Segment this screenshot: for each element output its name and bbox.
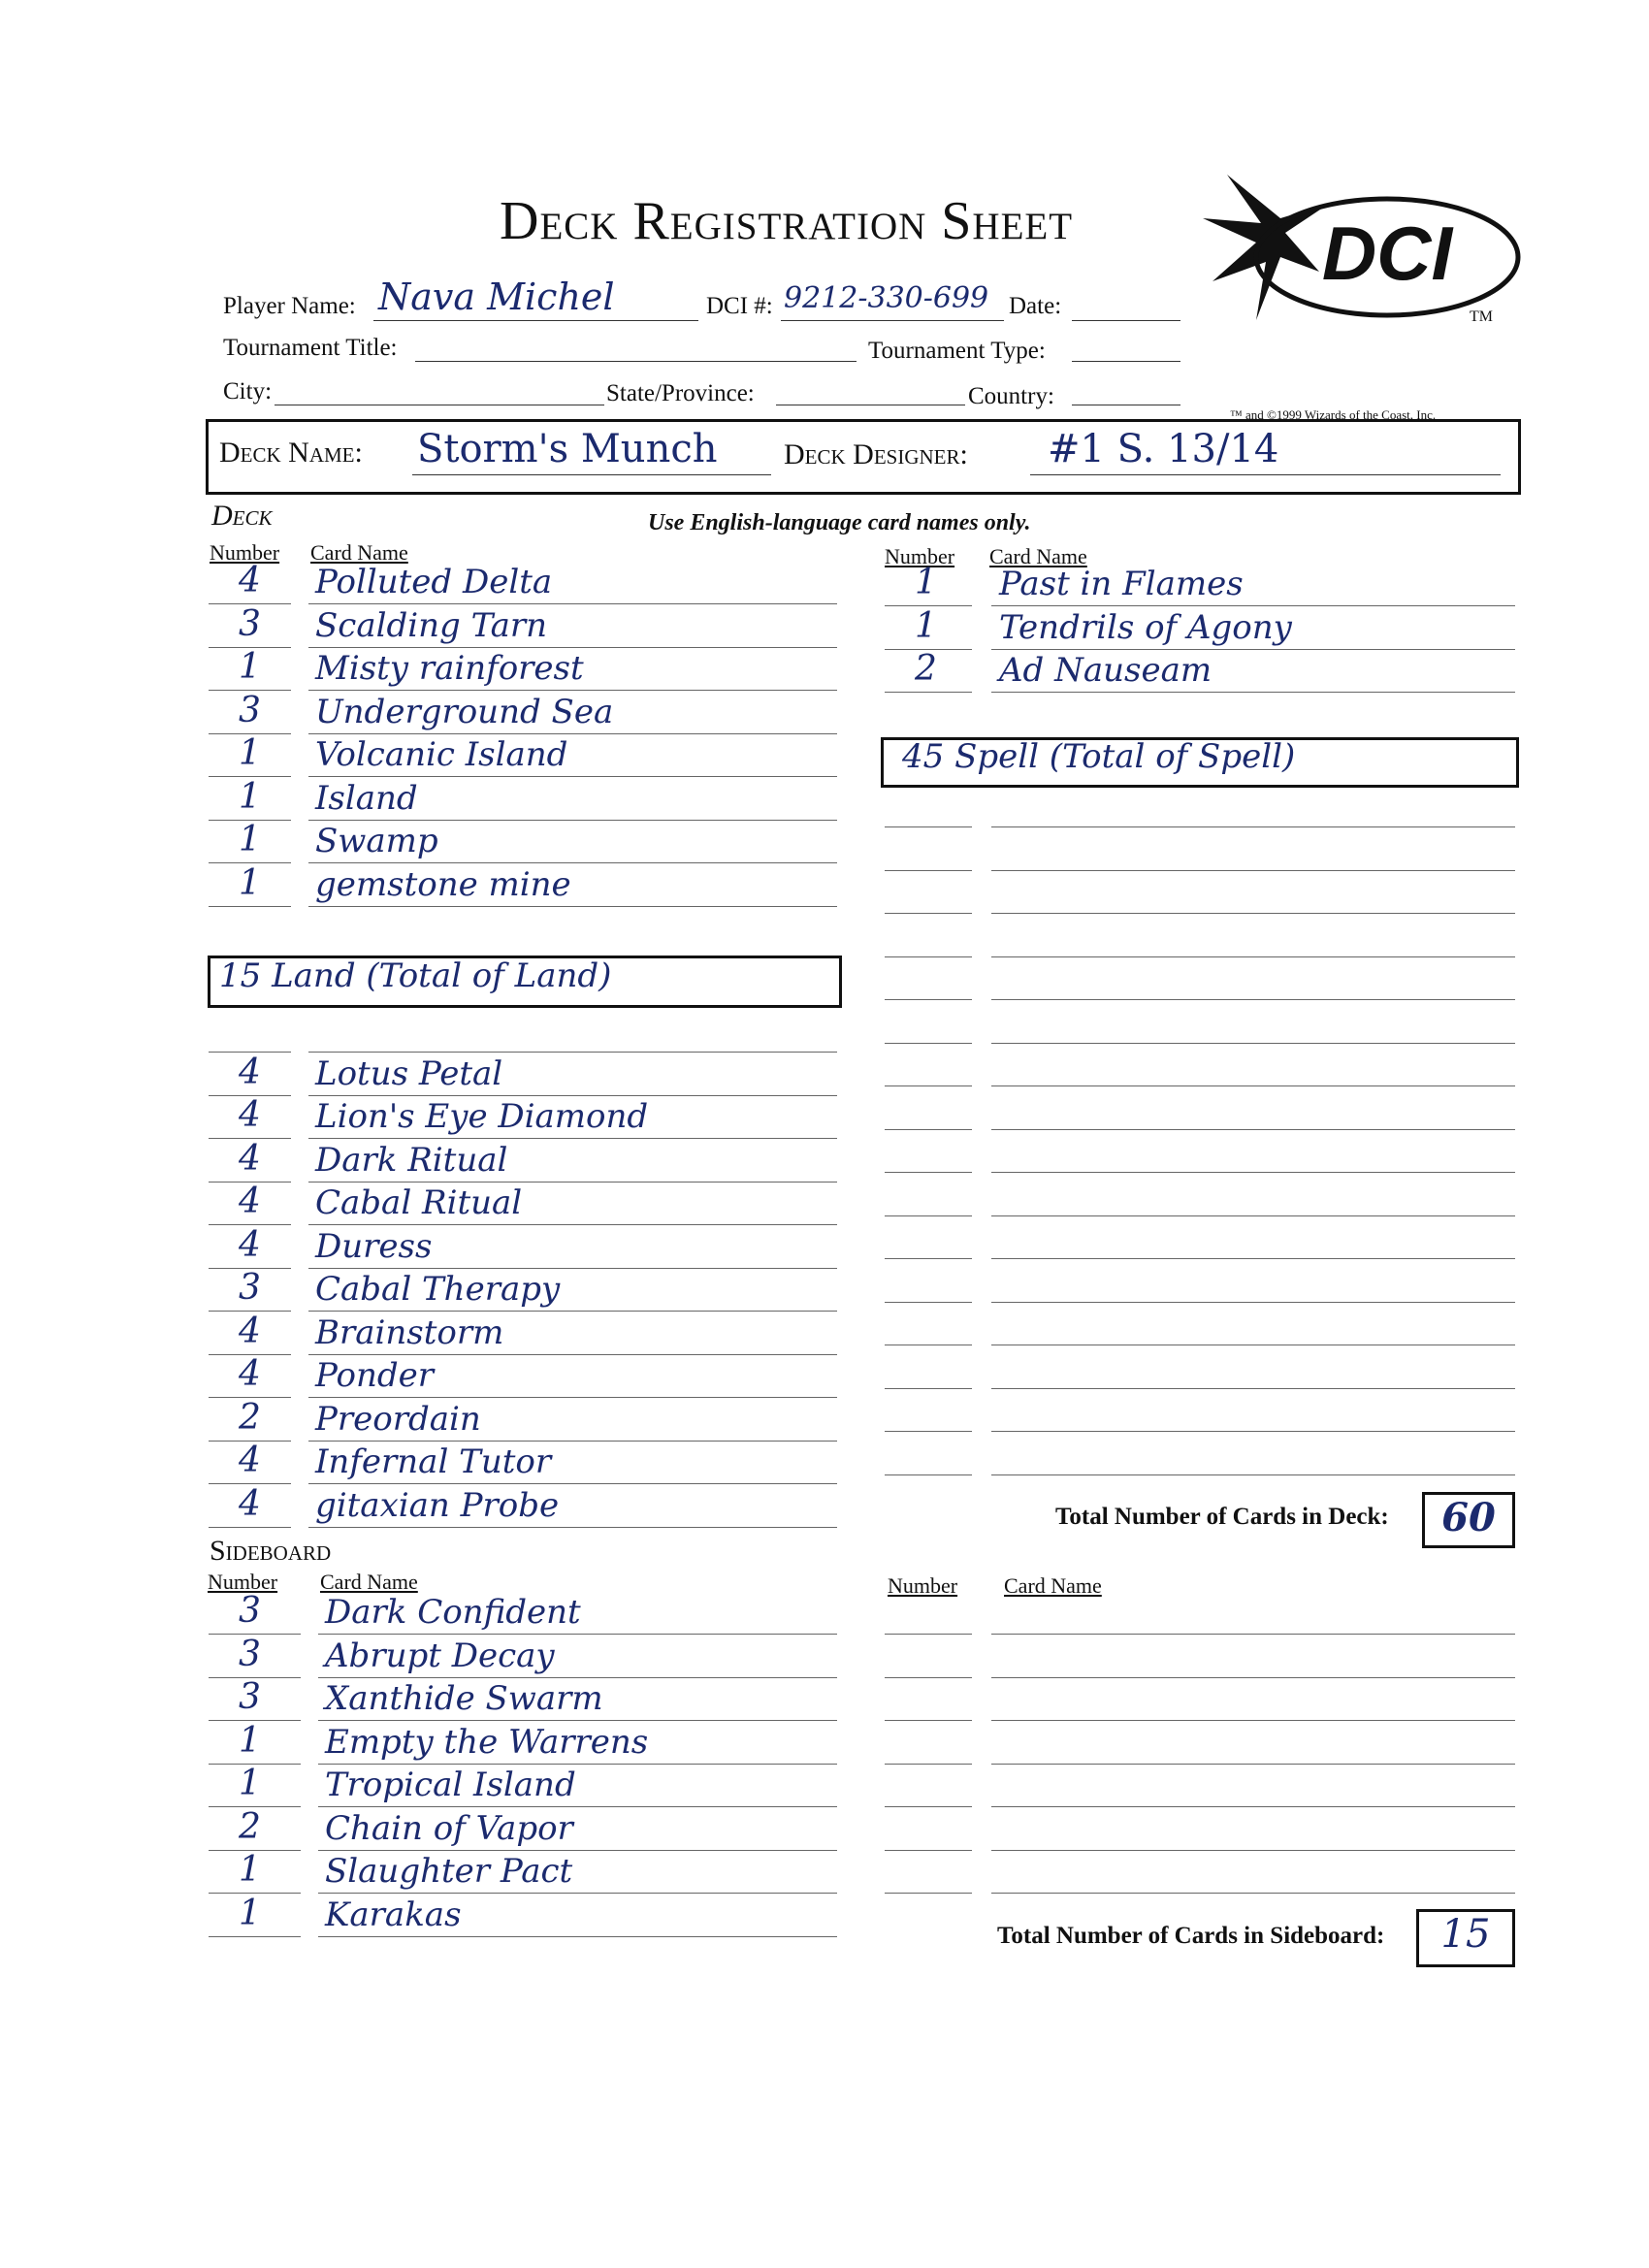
number-line [885, 1302, 972, 1303]
page-title: Deck Registration Sheet [500, 191, 1074, 251]
land-total-value[interactable]: 15 Land (Total of Land) [219, 956, 612, 995]
player-name-line [373, 320, 698, 321]
sideboard-total-label: Total Number of Cards in Sideboard: [997, 1923, 1385, 1949]
tournament-title-line[interactable] [415, 361, 857, 362]
card-name-line [308, 820, 837, 821]
card-name-line [308, 603, 837, 604]
card-name[interactable]: Misty rainforest [315, 649, 584, 688]
card-count[interactable]: 1 [239, 862, 261, 903]
card-name[interactable]: Swamp [315, 822, 438, 860]
card-count[interactable]: 4 [239, 1182, 261, 1221]
card-count[interactable]: 3 [239, 1634, 261, 1674]
card-count[interactable]: 2 [915, 649, 937, 689]
card-name-line [991, 1806, 1515, 1807]
card-name-line [308, 862, 837, 863]
card-count[interactable]: 1 [239, 1764, 261, 1803]
card-name-line [991, 1258, 1515, 1259]
copyright: ™ and ©1999 Wizards of the Coast, Inc. [1230, 407, 1437, 422]
number-line [209, 906, 291, 907]
card-count[interactable]: 1 [239, 1850, 261, 1890]
card-name-line [991, 1043, 1515, 1044]
card-name-line [308, 1052, 837, 1053]
number-line [885, 870, 972, 871]
card-name[interactable]: Slaughter Pact [325, 1852, 573, 1891]
number-line [885, 1388, 972, 1389]
english-note: Use English-language card names only. [648, 510, 1031, 535]
deck-total-value: 60 [1441, 1495, 1496, 1540]
deck-name-label: Deck Name: [219, 437, 363, 469]
deck-section-label: Deck [211, 500, 273, 532]
card-name-line [991, 999, 1515, 1000]
card-name-line [308, 776, 837, 777]
card-name-line [308, 647, 837, 648]
deck-total-box[interactable] [1422, 1492, 1515, 1548]
deck-designer-value[interactable]: #1 S. 13/14 [1048, 427, 1279, 471]
card-count[interactable]: 1 [239, 1893, 261, 1933]
number-line [885, 913, 972, 914]
deck-name-value[interactable]: Storm's Munch [417, 427, 718, 471]
number-line [885, 1258, 972, 1259]
card-count[interactable]: 4 [239, 1441, 261, 1480]
card-count[interactable]: 1 [915, 563, 937, 602]
number-line [885, 1431, 972, 1432]
card-name-line [991, 605, 1515, 606]
card-name-line [991, 1677, 1515, 1678]
number-line [885, 826, 972, 827]
card-name[interactable]: Abrupt Decay [325, 1636, 555, 1675]
card-name[interactable]: Past in Flames [999, 565, 1244, 603]
card-name[interactable]: Xanthide Swarm [325, 1679, 603, 1718]
card-name-line [308, 1483, 837, 1484]
card-name-line [991, 1085, 1515, 1086]
number-line [885, 1085, 972, 1086]
card-name-line [308, 1224, 837, 1225]
date-line [1072, 320, 1180, 321]
card-name-line [991, 1893, 1515, 1894]
card-count[interactable]: 1 [239, 820, 261, 859]
card-name-line [308, 1138, 837, 1139]
card-name-line [991, 1634, 1515, 1635]
card-name-line [991, 826, 1515, 827]
card-count[interactable]: 4 [239, 1138, 261, 1179]
card-name[interactable]: Polluted Delta [315, 563, 553, 601]
trademark: TM [1470, 308, 1493, 325]
card-count[interactable]: 1 [915, 605, 937, 646]
card-name-line [318, 1893, 837, 1894]
card-name[interactable]: Tropical Island [325, 1766, 576, 1804]
card-name[interactable]: Brainstorm [315, 1312, 504, 1352]
card-name-line [308, 1397, 837, 1398]
card-count[interactable]: 4 [239, 1052, 261, 1092]
dci-line [781, 320, 1004, 321]
dci-logo-text: DCI [1321, 211, 1453, 296]
card-name[interactable]: Infernal Tutor [315, 1442, 552, 1481]
card-name-line [991, 1850, 1515, 1851]
number-line [885, 1764, 972, 1765]
number-line [885, 1172, 972, 1173]
card-name-line [318, 1764, 837, 1765]
card-name-line [308, 1527, 837, 1528]
card-count[interactable]: 1 [239, 776, 261, 817]
deck-designer-label: Deck Designer: [784, 438, 968, 470]
card-name[interactable]: Underground Sea [315, 692, 614, 731]
sideboard-number-header: Number [208, 1570, 278, 1594]
card-count[interactable]: 4 [239, 1224, 261, 1265]
card-name[interactable]: gemstone mine [315, 864, 571, 904]
number-line [885, 999, 972, 1000]
card-name-line [308, 906, 837, 907]
card-name-line [991, 649, 1515, 650]
card-name[interactable]: Ad Nauseam [999, 651, 1212, 690]
number-line [885, 1129, 972, 1130]
number-line [885, 1215, 972, 1216]
card-name-line [318, 1850, 837, 1851]
card-name-line [318, 1936, 837, 1937]
sideboard-total-box[interactable] [1416, 1909, 1515, 1967]
card-count[interactable]: 2 [239, 1397, 261, 1438]
card-count[interactable]: 4 [239, 1483, 261, 1524]
deck-total-label: Total Number of Cards in Deck: [1055, 1504, 1389, 1530]
card-count[interactable]: 4 [239, 1311, 261, 1351]
tournament-type-line[interactable] [1072, 361, 1180, 362]
state-label: State/Province: [606, 380, 755, 406]
deck-right-card-name-header: Card Name [989, 544, 1087, 568]
card-name[interactable]: Lotus Petal [315, 1053, 503, 1093]
deck-number-header: Number [210, 540, 280, 565]
card-name-line [991, 1431, 1515, 1432]
card-name-line [318, 1720, 837, 1721]
card-name-line [991, 1172, 1515, 1173]
card-name[interactable]: Volcanic Island [315, 735, 568, 774]
number-line [885, 1634, 972, 1635]
date-label: Date: [1009, 293, 1062, 319]
card-name-line [991, 870, 1515, 871]
dci-label: DCI #: [706, 293, 773, 319]
number-line [885, 1850, 972, 1851]
deck-name-line [412, 474, 771, 475]
card-name-line [318, 1806, 837, 1807]
card-name-line [308, 1268, 837, 1269]
card-count[interactable]: 3 [239, 1591, 261, 1631]
number-line [885, 956, 972, 957]
card-count[interactable]: 4 [239, 1354, 261, 1394]
card-name[interactable]: Cabal Therapy [315, 1270, 561, 1309]
sideboard-card-name-header: Card Name [320, 1570, 418, 1594]
card-name-line [991, 913, 1515, 914]
card-name-line [308, 1441, 837, 1442]
card-name[interactable]: Chain of Vapor [325, 1808, 573, 1848]
card-name-line [991, 692, 1515, 693]
dci-logo [1203, 165, 1523, 359]
card-name-line [991, 1215, 1515, 1216]
number-line [885, 1720, 972, 1721]
card-name-line [991, 1302, 1515, 1303]
card-count[interactable]: 3 [239, 603, 261, 644]
sideboard-right-number-header: Number [888, 1573, 958, 1598]
card-name-line [308, 690, 837, 691]
card-count[interactable]: 3 [239, 690, 261, 730]
card-count[interactable]: 3 [239, 1677, 261, 1717]
card-count[interactable]: 1 [239, 733, 261, 773]
number-line [885, 1474, 972, 1475]
card-count[interactable]: 1 [239, 1720, 261, 1761]
card-name[interactable]: Empty the Warrens [325, 1722, 649, 1762]
sideboard-right-card-name-header: Card Name [1004, 1573, 1102, 1598]
card-name-line [308, 1354, 837, 1355]
card-count[interactable]: 2 [239, 1806, 261, 1847]
number-line [209, 1936, 301, 1937]
card-count[interactable]: 3 [239, 1268, 261, 1308]
sideboard-section-label: Sideboard [210, 1535, 332, 1567]
card-count[interactable]: 1 [239, 647, 261, 687]
card-name[interactable]: Dark Confident [325, 1593, 581, 1632]
number-line [885, 1893, 972, 1894]
card-name[interactable]: Preordain [315, 1399, 481, 1439]
card-name-line [318, 1677, 837, 1678]
player-name-label: Player Name: [223, 293, 356, 319]
number-line [885, 1806, 972, 1807]
number-line [209, 1527, 291, 1528]
card-name[interactable]: Lion's Eye Diamond [315, 1097, 649, 1136]
number-line [885, 1043, 972, 1044]
card-count[interactable]: 4 [239, 561, 261, 600]
card-name-line [991, 956, 1515, 957]
card-name-line [991, 1129, 1515, 1130]
card-name[interactable]: Tendrils of Agony [999, 607, 1292, 647]
card-name[interactable]: Duress [315, 1226, 433, 1266]
card-name[interactable]: gitaxian Probe [315, 1485, 560, 1525]
card-count[interactable]: 4 [239, 1095, 261, 1135]
card-name[interactable]: Karakas [325, 1895, 462, 1934]
card-name-line [318, 1634, 837, 1635]
player-name-value[interactable]: Nava Michel [378, 275, 615, 318]
card-name[interactable]: Ponder [315, 1356, 435, 1395]
card-name-line [991, 1388, 1515, 1389]
sideboard-total-value: 15 [1440, 1912, 1491, 1957]
city-label: City: [223, 378, 273, 405]
spell-total-value[interactable]: 45 Spell (Total of Spell) [902, 737, 1296, 776]
card-name-line [991, 1720, 1515, 1721]
deck-designer-line [1030, 474, 1501, 475]
number-line [885, 692, 972, 693]
deck-right-number-header: Number [885, 544, 955, 568]
card-name[interactable]: Dark Ritual [315, 1140, 508, 1180]
card-name-line [308, 733, 837, 734]
card-name[interactable]: Cabal Ritual [315, 1183, 523, 1222]
number-line [885, 1677, 972, 1678]
tournament-title-label: Tournament Title: [223, 335, 398, 361]
card-name-line [308, 1311, 837, 1312]
card-name-line [308, 1182, 837, 1183]
card-name-line [308, 1095, 837, 1096]
card-name-line [991, 1764, 1515, 1765]
card-name-line [991, 1474, 1515, 1475]
dci-value[interactable]: 9212-330-699 [784, 281, 989, 315]
country-label: Country: [968, 383, 1054, 409]
card-name[interactable]: Island [315, 778, 418, 818]
card-name[interactable]: Scalding Tarn [315, 605, 548, 645]
tournament-type-label: Tournament Type: [868, 338, 1046, 364]
deck-card-name-header: Card Name [310, 540, 408, 565]
